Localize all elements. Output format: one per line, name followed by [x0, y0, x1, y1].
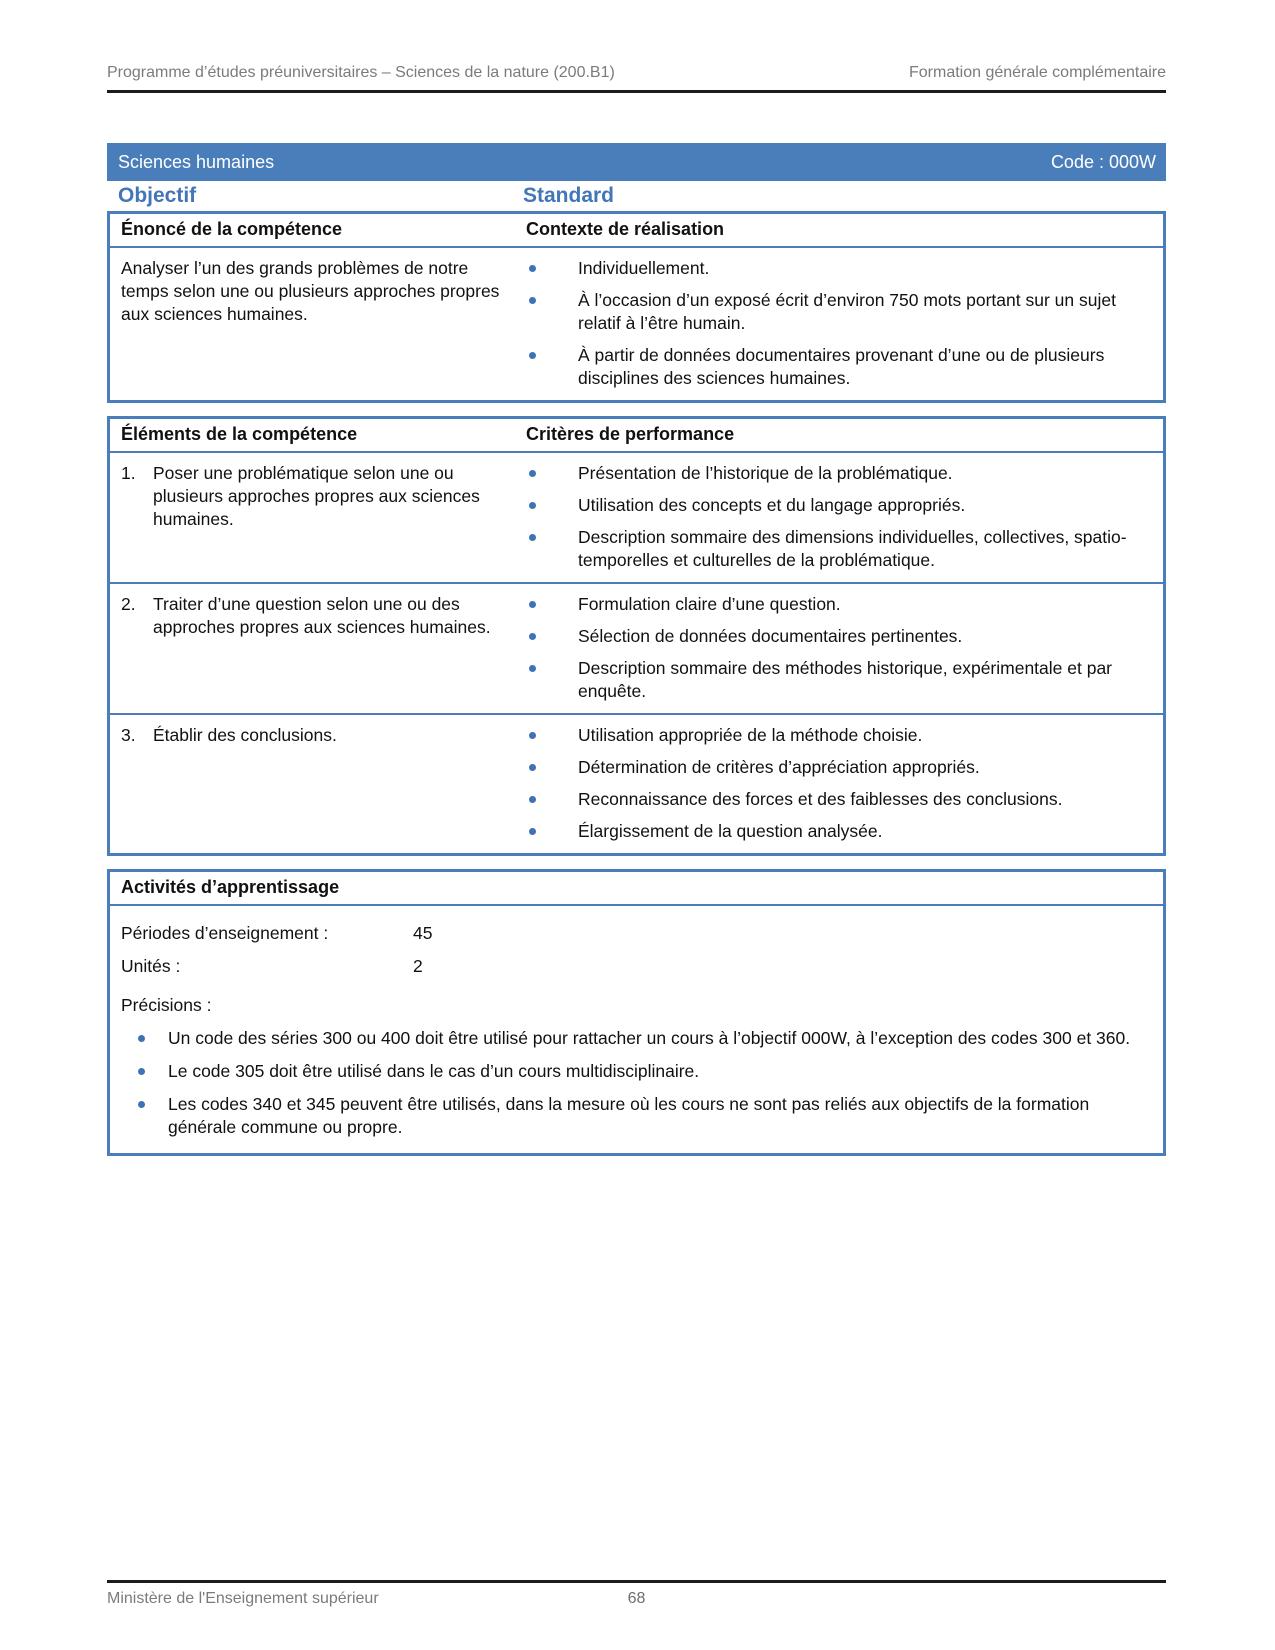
criterion-item: Utilisation appropriée de la méthode choisie.	[526, 724, 1151, 747]
activities-header: Activités d’apprentissage	[110, 872, 1163, 906]
numbered-element	[121, 593, 502, 639]
context-item: Individuellement.	[526, 257, 1151, 280]
criterion-item: Description sommaire des méthodes historique, expérimentale et par enquête.	[526, 657, 1151, 703]
section-banner	[107, 143, 1166, 181]
context-list	[526, 257, 1151, 390]
element-number: 2.	[121, 594, 136, 614]
column-headings	[107, 183, 1166, 211]
elements-table	[107, 416, 1166, 856]
criterion-item: Formulation claire d’une question.	[526, 593, 1151, 616]
precision-item: Les codes 340 et 345 peuvent être utilisés, dans la mesure où les cours ne sont pas reliés aux objectifs de la formation générale commune ou propre.	[121, 1093, 1151, 1139]
criteria-list	[526, 462, 1151, 572]
element-text: Traiter d’une question selon une ou des approches propres aux sciences humaines.	[153, 594, 491, 637]
criteria-list	[526, 724, 1151, 843]
element-number: 1.	[121, 463, 136, 483]
field-unites	[121, 955, 1151, 978]
field-label: Unités :	[121, 956, 181, 976]
competence-left-header: Énoncé de la compétence	[121, 219, 343, 239]
numbered-element	[121, 462, 502, 531]
activities-table	[107, 869, 1166, 1156]
criterion-item: Reconnaissance des forces et des faiblesses des conclusions.	[526, 788, 1151, 811]
footer-ministry: Ministère de l'Enseignement supérieur	[107, 1590, 379, 1607]
precisions-label: Précisions :	[121, 995, 212, 1015]
criteria-cell	[516, 584, 1163, 713]
element-text: Établir des conclusions.	[153, 725, 337, 745]
elements-right-header: Critères de performance	[526, 424, 735, 444]
page-content	[107, 183, 1166, 1169]
precision-item: Le code 305 doit être utilisé dans le cas d’un cours multidisciplinaire.	[121, 1060, 1151, 1083]
activities-body	[110, 906, 1163, 1153]
criteria-list	[526, 593, 1151, 703]
criterion-item: Utilisation des concepts et du langage appropriés.	[526, 494, 1151, 517]
elements-left-header: Éléments de la compétence	[121, 424, 358, 444]
element-row-1	[110, 453, 1163, 582]
element-cell	[110, 715, 516, 853]
criteria-cell	[516, 453, 1163, 582]
element-text: Poser une problématique selon une ou plusieurs approches propres aux sciences humaines.	[153, 463, 480, 529]
criterion-item: Détermination de critères d’appréciation appropriés.	[526, 756, 1151, 779]
page-footer	[107, 1580, 1166, 1608]
element-row-3	[110, 713, 1163, 853]
elements-table-header-row	[110, 419, 1163, 453]
objectif-heading: Objectif	[118, 184, 197, 207]
standard-heading: Standard	[523, 184, 615, 207]
banner-title: Sciences humaines	[118, 151, 275, 172]
field-value: 2	[413, 956, 423, 976]
criterion-item: Présentation de l’historique de la problématique.	[526, 462, 1151, 485]
page-number: 68	[627, 1590, 646, 1607]
running-header-left: Programme d’études préuniversitaires – Sciences de la nature (200.B1)	[107, 64, 615, 81]
competence-statement: Analyser l’un des grands problèmes de notre temps selon une ou plusieurs approches propres aux sciences humaines.	[121, 258, 500, 324]
competence-table	[107, 211, 1166, 403]
competence-table-header-row	[110, 214, 1163, 248]
criterion-item: Description sommaire des dimensions individuelles, collectives, spatio-temporelles et culturelles de la problématique.	[526, 526, 1151, 572]
context-item: À partir de données documentaires provenant d’une ou de plusieurs disciplines des sciences humaines.	[526, 344, 1151, 390]
field-periodes	[121, 922, 1151, 945]
element-cell	[110, 453, 516, 582]
running-header	[107, 64, 1166, 93]
banner-code: Code : 000W	[1050, 151, 1156, 172]
precisions-list	[121, 1027, 1151, 1139]
field-value: 45	[413, 923, 433, 943]
precision-item: Un code des séries 300 ou 400 doit être utilisé pour rattacher un cours à l’objectif 000W, à l’exception des codes 300 et 360.	[121, 1027, 1151, 1050]
context-item: À l’occasion d’un exposé écrit d’environ 750 mots portant sur un sujet relatif à l’être humain.	[526, 289, 1151, 335]
element-row-2	[110, 582, 1163, 713]
criterion-item: Élargissement de la question analysée.	[526, 820, 1151, 843]
context-cell	[516, 248, 1163, 400]
competence-table-body	[110, 248, 1163, 400]
field-label: Périodes d’enseignement :	[121, 923, 329, 943]
criteria-cell	[516, 715, 1163, 853]
element-cell	[110, 584, 516, 713]
criterion-item: Sélection de données documentaires pertinentes.	[526, 625, 1151, 648]
numbered-element	[121, 724, 502, 747]
element-number: 3.	[121, 725, 136, 745]
competence-right-header: Contexte de réalisation	[526, 219, 725, 239]
running-header-right: Formation générale complémentaire	[908, 64, 1166, 81]
